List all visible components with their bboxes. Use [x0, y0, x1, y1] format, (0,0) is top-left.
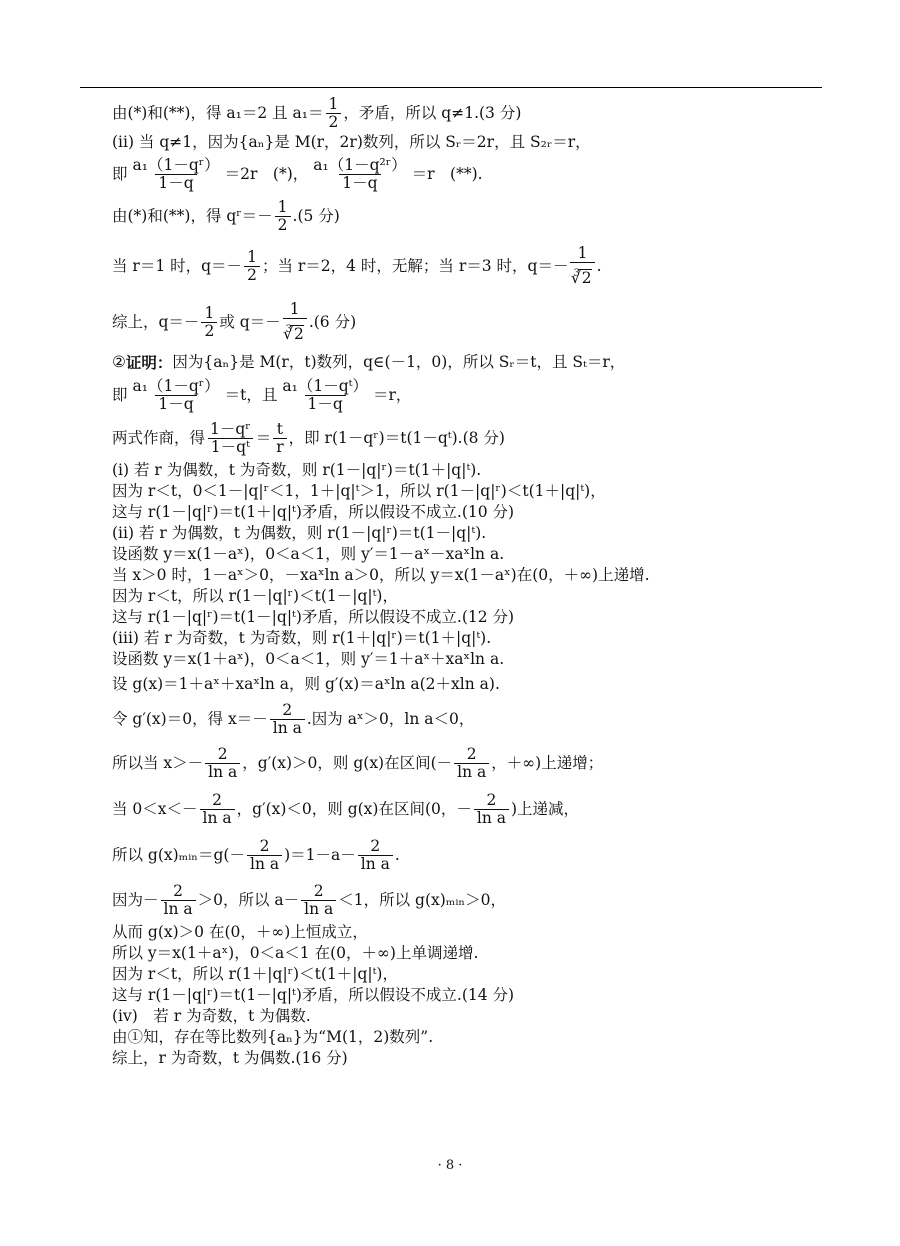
fraction — [201, 305, 217, 340]
text-line — [112, 1006, 832, 1027]
text-run: ，g′(x)＜0，则 g(x)在区间(0，－ — [236, 799, 472, 818]
text-line — [112, 1048, 832, 1069]
numerator: 1－qʳ — [210, 419, 251, 438]
text-line — [112, 698, 832, 740]
fraction — [358, 838, 393, 873]
text-run: 由(*)和(**)，得 qʳ＝－ — [112, 206, 273, 225]
text-run: )上递减， — [510, 799, 580, 818]
text-run: (i) 若 r 为偶数，t 为奇数，则 r(1－|q|ʳ)＝t(1＋|q|ᵗ). — [112, 461, 482, 479]
numerator: 2 — [370, 836, 381, 855]
numerator: 1 — [204, 303, 215, 322]
numerator: 2 — [282, 700, 293, 719]
text-run: .(5 分) — [292, 206, 340, 225]
text-run: . — [596, 256, 602, 275]
text-run: ② — [112, 352, 126, 371]
fraction — [275, 199, 291, 234]
text-line — [112, 649, 832, 670]
numerator: 2 — [486, 790, 497, 809]
numerator: 1 — [289, 300, 300, 318]
text-line — [112, 1027, 832, 1048]
fraction — [200, 792, 235, 827]
text-run: 由(*)和(**)，得 a₁＝2 且 a₁＝ — [112, 103, 324, 122]
text-run: 设函数 y＝x(1＋aˣ)，0＜a＜1，则 y′＝1＋aˣ＋xaˣln a. — [112, 650, 505, 668]
denominator: ln a — [474, 809, 509, 827]
header-rule — [80, 87, 822, 88]
fraction — [279, 378, 371, 413]
text-run: 因为－ — [112, 890, 159, 909]
denominator: ln a — [200, 809, 235, 827]
numerator: 2 — [466, 744, 477, 763]
fraction — [326, 96, 342, 131]
text-line — [112, 374, 832, 416]
text-line — [112, 238, 832, 294]
text-run: 令 g′(x)＝0，得 x＝－ — [112, 709, 268, 728]
text-run: ，矛盾，所以 q≠1.(3 分) — [343, 103, 522, 122]
text-run: 因为{aₙ}是 M(r，t)数列，q∈(－1，0)，所以 Sᵣ＝t，且 Sₜ＝r， — [172, 352, 626, 371]
text-run: ＝t，且 — [224, 385, 278, 404]
text-run: (ii) 若 r 为偶数，t 为偶数，则 r(1－|q|ʳ)＝t(1－|q|ᵗ). — [112, 524, 487, 542]
denominator: 1－q — [339, 174, 380, 192]
text-run: 这与 r(1－|q|ʳ)＝t(1＋|q|ᵗ)矛盾，所以假设不成立.(10 分) — [112, 503, 515, 521]
text-run: .因为 aˣ＞0，ln a＜0， — [306, 709, 475, 728]
fraction — [161, 883, 196, 918]
text-run: (iii) 若 r 为奇数，t 为奇数，则 r(1＋|q|ʳ)＝t(1＋|q|ᵗ). — [112, 629, 492, 647]
denominator: 1－qᵗ — [208, 438, 253, 456]
text-run: 设函数 y＝x(1－aˣ)，0＜a＜1，则 y′＝1－aˣ－xaˣln a. — [112, 545, 505, 563]
text-line — [112, 985, 832, 1006]
numerator: 2 — [313, 881, 324, 900]
numerator: 2 — [259, 836, 270, 855]
text-run: 因为 r＜t，0＜1－|q|ʳ＜1，1＋|q|ᵗ＞1，所以 r(1－|q|ʳ)＜t(1＋|q|ᵗ)， — [112, 482, 606, 500]
text-run: . — [394, 845, 400, 864]
fraction — [310, 157, 409, 192]
denominator: r — [273, 438, 286, 456]
fraction — [454, 746, 489, 781]
denominator: 2 — [275, 216, 291, 234]
fraction — [130, 157, 223, 192]
text-run: (iv) 若 r 为奇数，t 为偶数. — [112, 1007, 311, 1025]
text-line — [112, 460, 832, 481]
bold-label: 证明： — [125, 352, 173, 372]
text-line — [112, 544, 832, 565]
text-run: ＝2r (*)， — [224, 164, 309, 183]
text-run: 所以 y＝x(1＋aˣ)，0＜a＜1 在(0，＋∞)上单调递增. — [112, 944, 479, 962]
text-run: ＝ — [255, 428, 272, 447]
text-run: 当 r＝1 时，q＝－ — [112, 256, 243, 275]
text-line — [112, 832, 832, 878]
text-run: 设 g(x)＝1＋aˣ＋xaˣln a，则 g′(x)＝aˣln a(2＋xln a). — [112, 674, 500, 693]
fraction — [273, 421, 286, 456]
text-run: 当 x＞0 时，1－aˣ＞0，－xaˣln a＞0，所以 y＝x(1－aˣ)在(0，＋∞)上递增. — [112, 566, 650, 584]
text-run: 综上，r 为奇数，t 为偶数.(16 分) — [112, 1049, 348, 1067]
text-run: 所以 g(x)ₘᵢₙ＝g(－ — [112, 845, 245, 864]
text-line — [112, 670, 832, 698]
fraction — [244, 249, 260, 284]
text-line — [112, 194, 832, 238]
denominator: 1－q — [305, 395, 346, 413]
text-run: 这与 r(1－|q|ʳ)＝t(1－|q|ᵗ)矛盾，所以假设不成立.(12 分) — [112, 608, 515, 626]
numerator: 1 — [328, 94, 339, 113]
solution-text — [112, 96, 832, 1069]
denominator: 1－q — [155, 174, 196, 192]
text-line — [112, 628, 832, 649]
text-run: 即 — [112, 164, 128, 183]
fraction — [207, 421, 254, 456]
text-line — [112, 96, 832, 130]
text-run: .(6 分) — [308, 312, 357, 331]
denominator: ln a — [161, 900, 196, 918]
text-line — [112, 565, 832, 586]
numerator: 1 — [577, 244, 588, 262]
text-line — [112, 523, 832, 544]
fraction — [205, 746, 240, 781]
text-line — [112, 922, 832, 943]
denominator: 2 — [244, 266, 260, 284]
text-run: ，g′(x)＞0，则 g(x)在区间(－ — [242, 753, 453, 772]
denominator: 2 — [326, 113, 342, 131]
text-run: (ii) 当 q≠1，因为{aₙ}是 M(r，2r)数列，所以 Sᵣ＝2r，且 S₂ᵣ＝r， — [112, 132, 591, 151]
text-run: 当 0＜x＜－ — [112, 799, 198, 818]
denominator: 3 √ 2 — [283, 318, 307, 343]
text-line — [112, 154, 832, 194]
denominator: 3 √ 2 — [570, 262, 594, 287]
text-run: ＜1，所以 g(x)ₘᵢₙ＞0， — [338, 890, 507, 909]
text-line — [112, 878, 832, 922]
numerator: a₁（1－q²ʳ） — [313, 155, 407, 174]
denominator: 2 — [201, 322, 217, 340]
text-line — [112, 294, 832, 350]
text-line — [112, 481, 832, 502]
text-line — [112, 740, 832, 786]
text-run: ＝r (**). — [411, 164, 483, 183]
text-run: 综上，q＝－ — [112, 312, 200, 331]
text-run: 两式作商，得 — [112, 428, 206, 447]
text-line — [112, 130, 832, 154]
numerator: t — [276, 419, 284, 438]
numerator: 1 — [277, 197, 288, 216]
text-line — [112, 786, 832, 832]
text-line — [112, 502, 832, 523]
text-run: 由①知，存在等比数列{aₙ}为“M(1，2)数列”. — [112, 1028, 434, 1046]
fraction — [301, 883, 336, 918]
numerator: a₁（1－qʳ） — [132, 155, 220, 174]
text-run: ，即 r(1－qʳ)＝t(1－qᵗ).(8 分) — [288, 428, 505, 447]
numerator: 2 — [173, 881, 183, 900]
text-line — [112, 607, 832, 628]
text-line — [112, 416, 832, 460]
text-run: ＝r， — [372, 385, 412, 404]
denominator: ln a — [205, 763, 240, 781]
fraction — [130, 378, 223, 413]
text-run: 从而 g(x)＞0 在(0，＋∞)上恒成立， — [112, 923, 368, 941]
text-run: ，＋∞)上递增； — [491, 753, 604, 772]
denominator: 1－q — [155, 395, 196, 413]
text-line — [112, 586, 832, 607]
text-run: 因为 r＜t，所以 r(1－|q|ʳ)＜t(1－|q|ᵗ)， — [112, 587, 398, 605]
denominator: ln a — [270, 719, 305, 737]
fraction — [474, 792, 509, 827]
text-run: 所以当 x＞－ — [112, 753, 204, 772]
text-run: ；当 r＝2，4 时，无解；当 r＝3 时，q＝－ — [261, 256, 569, 275]
numerator: 2 — [217, 744, 228, 763]
numerator: a₁（1－qᵗ） — [282, 376, 368, 395]
denominator: ln a — [454, 763, 489, 781]
text-run: 这与 r(1－|q|ʳ)＝t(1－|q|ᵗ)矛盾，所以假设不成立.(14 分) — [112, 986, 515, 1004]
text-run: 因为 r＜t，所以 r(1＋|q|ʳ)＜t(1＋|q|ᵗ)， — [112, 965, 398, 983]
text-run: )＝1－a－ — [284, 845, 356, 864]
denominator: ln a — [247, 855, 282, 873]
text-run: 或 q＝－ — [219, 312, 281, 331]
numerator: a₁（1－qʳ） — [132, 376, 220, 395]
fraction-cube-root — [283, 301, 307, 343]
fraction — [247, 838, 282, 873]
page-number: · 8 · — [437, 1158, 463, 1173]
fraction — [270, 702, 305, 737]
text-line — [112, 350, 832, 374]
numerator: 1 — [247, 247, 257, 266]
denominator: ln a — [358, 855, 393, 873]
text-line — [112, 964, 832, 985]
fraction-cube-root — [570, 245, 594, 287]
text-line — [112, 943, 832, 964]
text-run: ＞0，所以 a－ — [197, 890, 300, 909]
denominator: ln a — [301, 900, 336, 918]
text-run: 即 — [112, 385, 128, 404]
numerator: 2 — [212, 790, 223, 809]
